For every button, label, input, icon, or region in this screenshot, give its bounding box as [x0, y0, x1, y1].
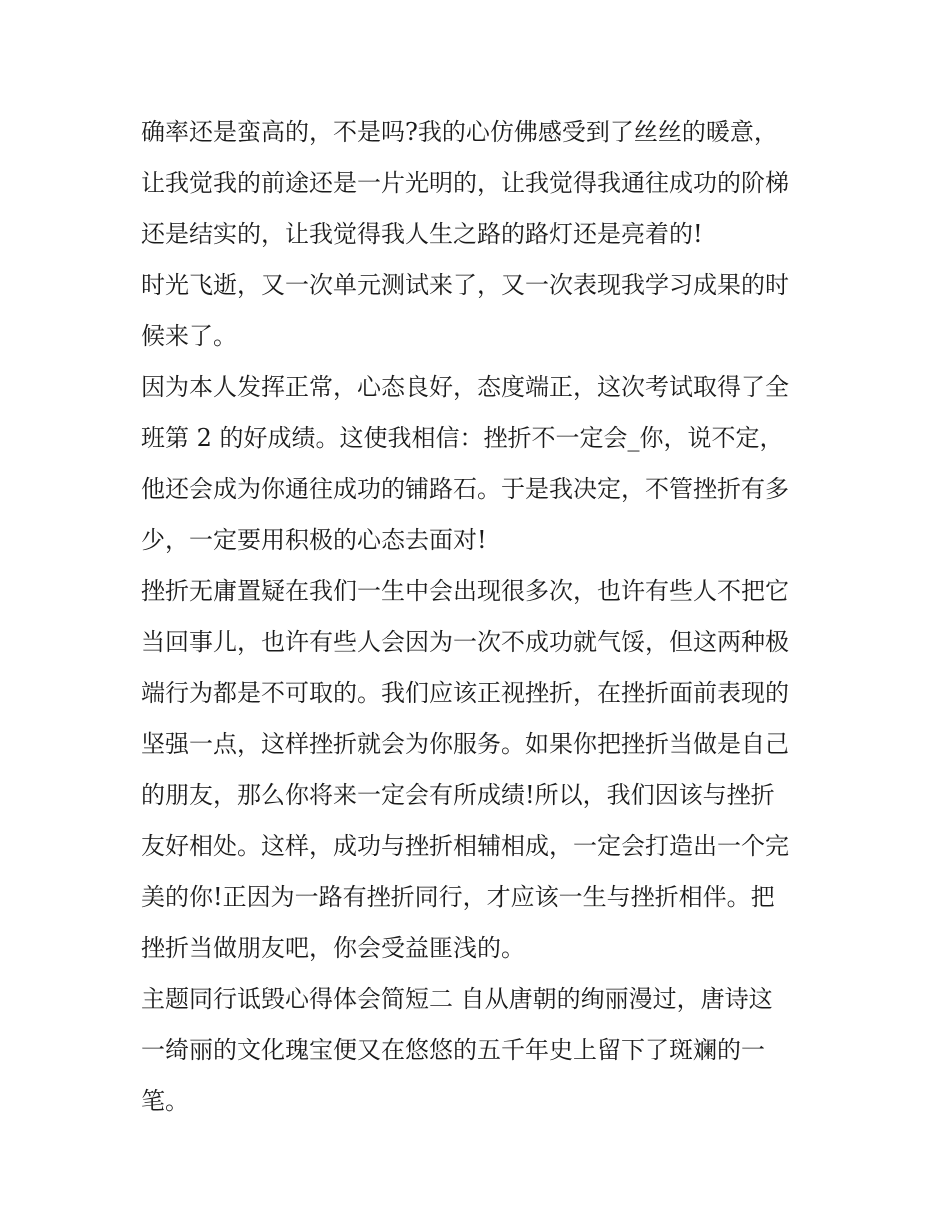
- text-line: 确率还是蛮高的，不是吗?我的心仿佛感受到了丝丝的暖意，: [141, 118, 778, 146]
- text-line: 笔。: [141, 1087, 189, 1115]
- text-line: 挫折无庸置疑在我们一生中会出现很多次，也许有些人不把它: [141, 577, 789, 605]
- text-line: 端行为都是不可取的。我们应该正视挫折，在挫折面前表现的: [141, 679, 789, 707]
- text-line: 美的你!正因为一路有挫折同行，才应该一生与挫折相伴。把: [141, 883, 775, 911]
- text-line: 的朋友，那么你将来一定会有所成绩!所以，我们因该与挫折: [141, 781, 775, 809]
- text-line: 还是结实的，让我觉得我人生之路的路灯还是亮着的!: [141, 220, 703, 248]
- text-line: 当回事儿，也许有些人会因为一次不成功就气馁，但这两种极: [141, 628, 789, 656]
- text-line: 候来了。: [141, 322, 237, 350]
- body-text: [141, 107, 821, 1127]
- text-line: 友好相处。这样，成功与挫折相辅相成，一定会打造出一个完: [141, 832, 789, 860]
- text-line: 让我觉我的前途还是一片光明的，让我觉得我通往成功的阶梯: [141, 169, 789, 197]
- text-line: 少，一定要用积极的心态去面对!: [141, 526, 487, 554]
- text-line: 他还会成为你通往成功的铺路石。于是我决定，不管挫折有多: [141, 475, 789, 503]
- text-line: 坚强一点，这样挫折就会为你服务。如果你把挫折当做是自己: [141, 730, 789, 758]
- text-line: 班第 2 的好成绩。这使我相信：挫折不一定会_你，说不定，: [141, 424, 784, 452]
- text-line: 一绮丽的文化瑰宝便又在悠悠的五千年史上留下了斑斓的一: [141, 1036, 765, 1064]
- text-line: 时光飞逝，又一次单元测试来了，又一次表现我学习成果的时: [141, 271, 789, 299]
- text-line: 因为本人发挥正常，心态良好，态度端正，这次考试取得了全: [141, 373, 789, 401]
- text-line: 挫折当做朋友吧，你会受益匪浅的。: [141, 934, 525, 962]
- text-line: 主题同行诋毁心得体会简短二 自从唐朝的绚丽漫过，唐诗这: [141, 985, 773, 1013]
